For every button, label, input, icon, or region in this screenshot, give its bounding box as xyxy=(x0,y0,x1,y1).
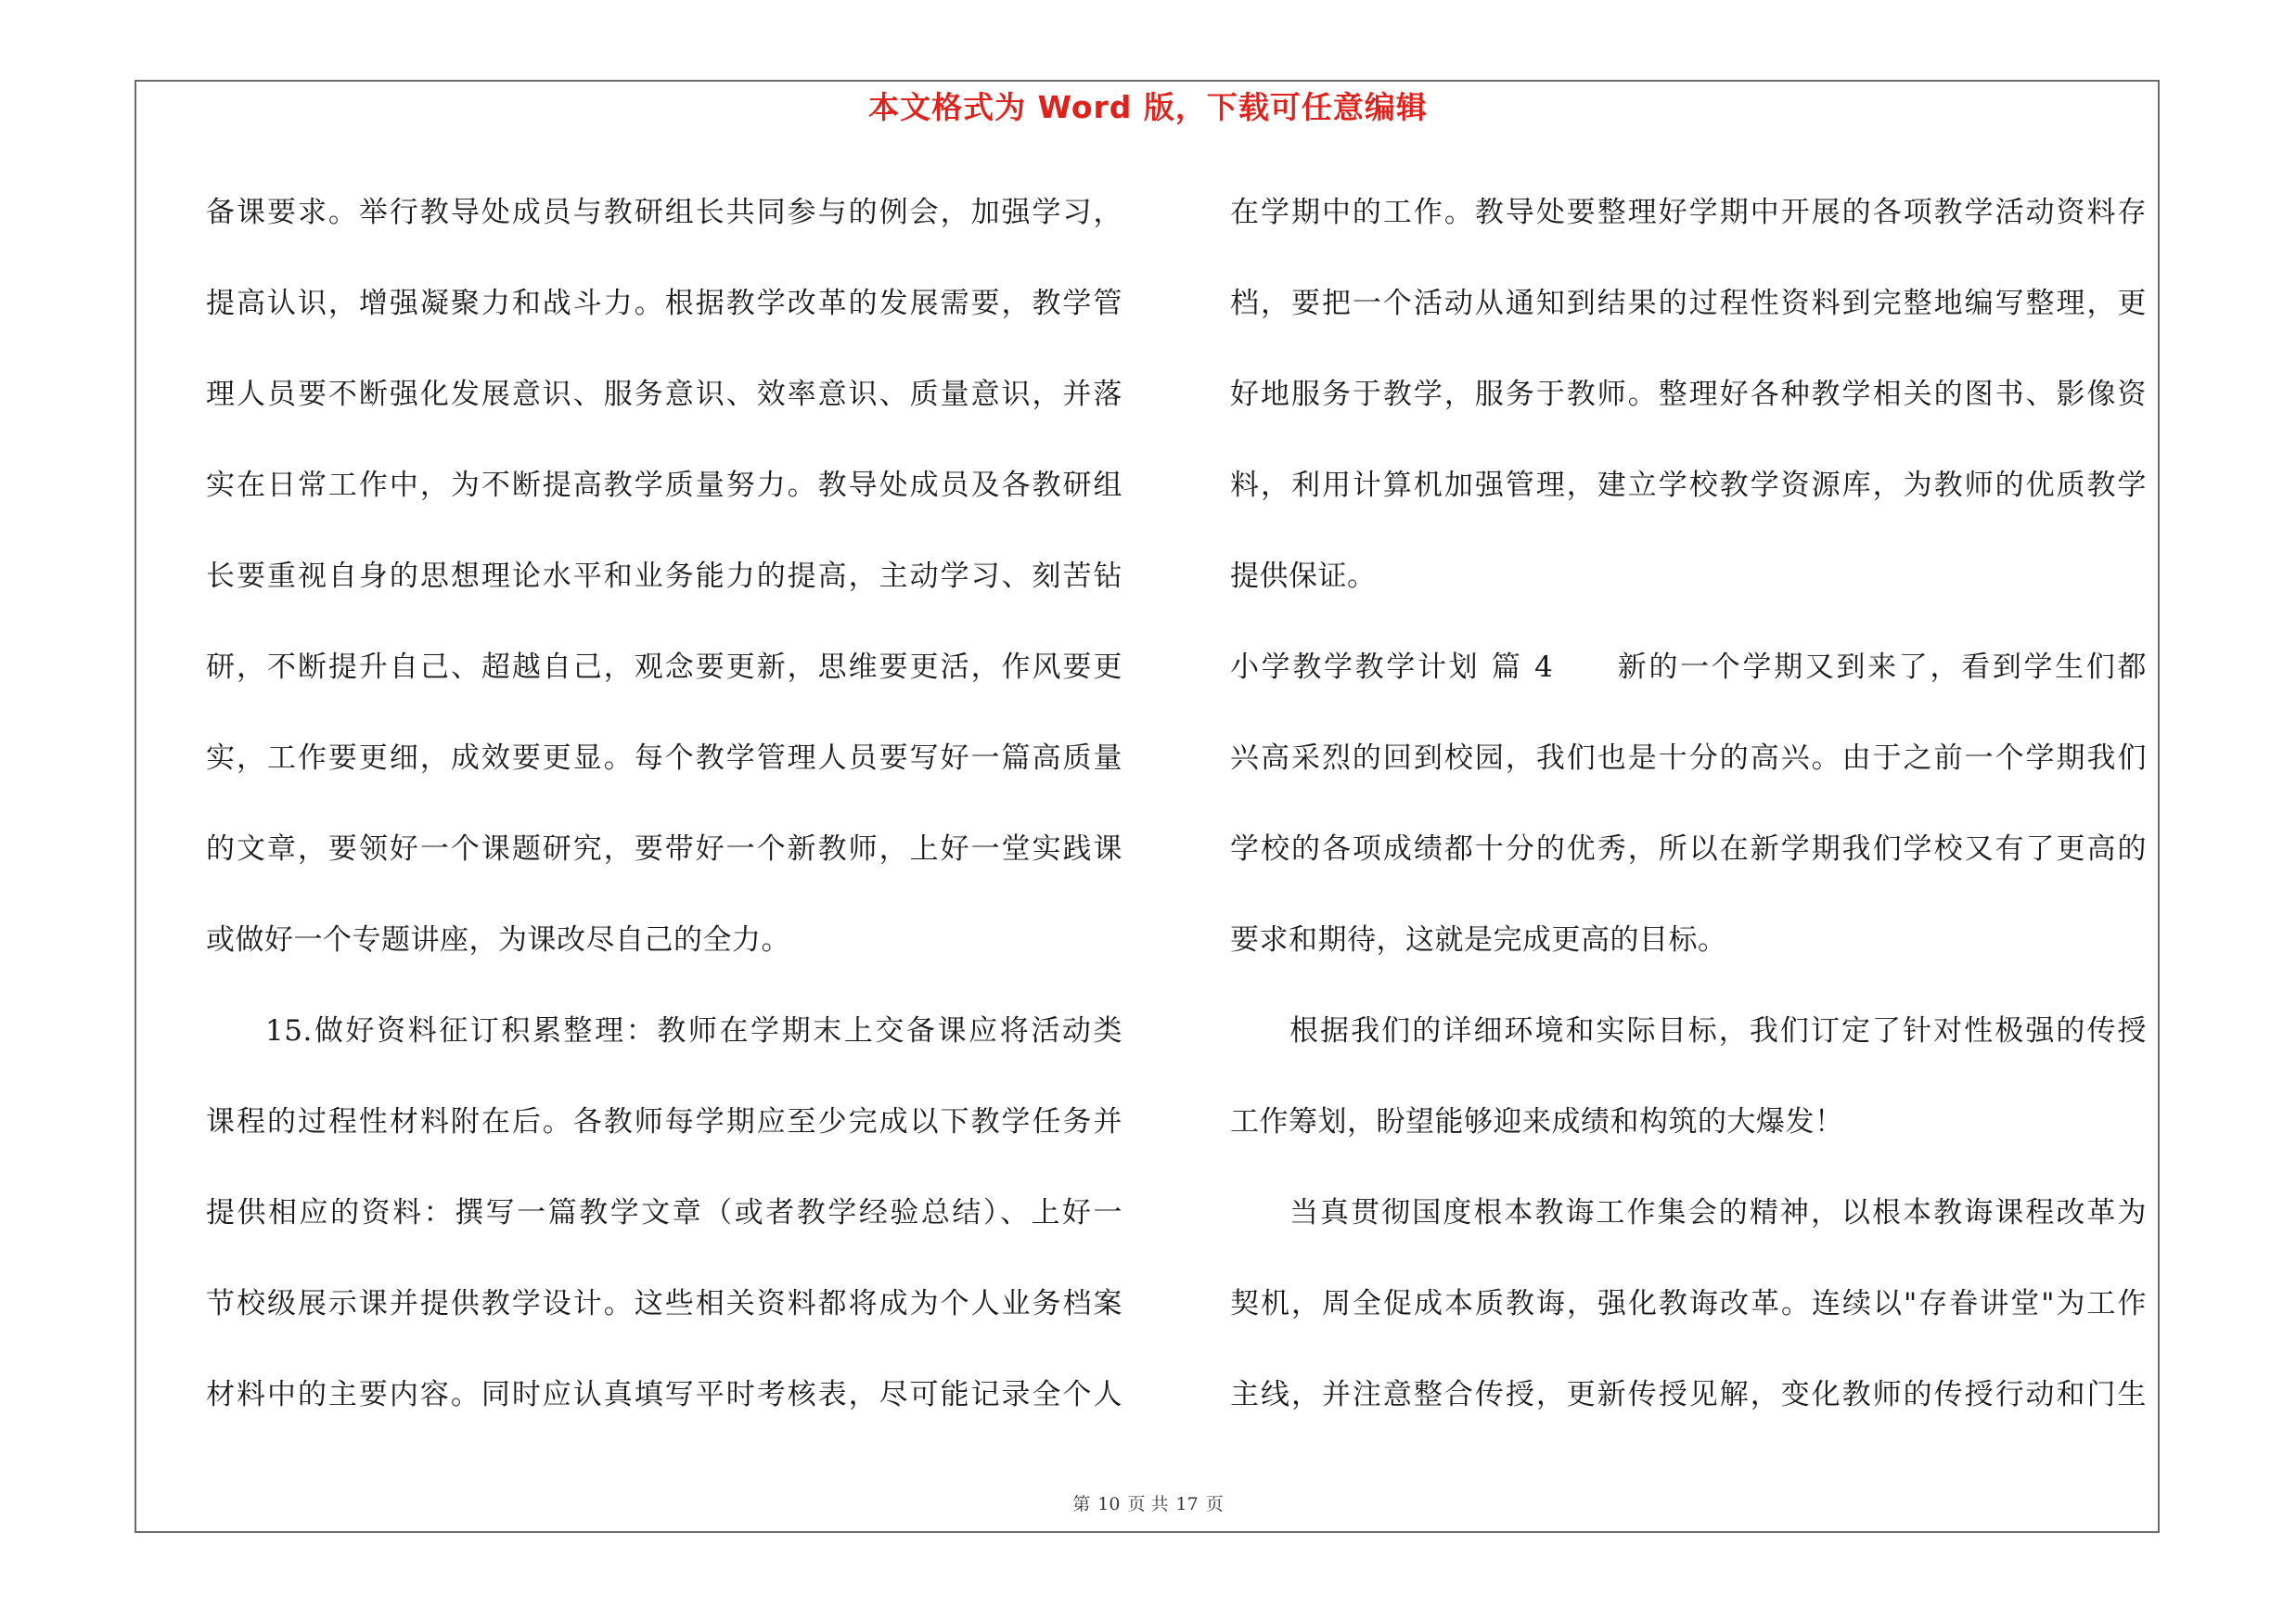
text-line: 契机，周全促成本质教诲，强化教诲改革。连续以"存眷讲堂"为工作 xyxy=(1230,1287,2147,1320)
text-line: 主线，并注意整合传授，更新传授见解，变化教师的传授行动和门生 xyxy=(1230,1378,2147,1411)
text-line: 工作筹划，盼望能够迎来成绩和构筑的大爆发！ xyxy=(1230,1105,1844,1139)
text-line: 研，不断提升自己、超越自己，观念要更新，思维要更活，作风要更 xyxy=(206,650,1122,684)
text-line: 兴高采烈的回到校园，我们也是十分的高兴。由于之前一个学期我们 xyxy=(1230,741,2147,775)
total-page-number: 17 xyxy=(1175,1494,1199,1514)
text-line: 提供保证。 xyxy=(1230,560,1377,593)
text-line: 的文章，要领好一个课题研究，要带好一个新教师，上好一堂实践课 xyxy=(206,832,1122,866)
right-text-column xyxy=(1230,182,2147,1455)
text-line: 料，利用计算机加强管理，建立学校教学资源库，为教师的优质教学 xyxy=(1230,469,2147,502)
text-line: 好地服务于教学，服务于教师。整理好各种教学相关的图书、影像资 xyxy=(1230,378,2147,411)
text-line: 提供相应的资料：撰写一篇教学文章（或者教学经验总结）、上好一 xyxy=(206,1196,1122,1230)
text-line: 档，要把一个活动从通知到结果的过程性资料到完整地编写整理，更 xyxy=(1230,287,2147,320)
text-line: 在学期中的工作。教导处要整理好学期中开展的各项教学活动资料存 xyxy=(1230,196,2147,229)
left-text-column xyxy=(206,182,1122,1455)
page-prefix: 第 xyxy=(1072,1494,1091,1514)
current-page-number: 10 xyxy=(1097,1494,1121,1514)
page-number-footer xyxy=(0,1490,2296,1515)
text-line: 学校的各项成绩都十分的优秀，所以在新学期我们学校又有了更高的 xyxy=(1230,832,2147,866)
text-line: 理人员要不断强化发展意识、服务意识、效率意识、质量意识，并落 xyxy=(206,378,1122,411)
text-line: 当真贯彻国度根本教诲工作集会的精神，以根本教诲课程改革为 xyxy=(1289,1196,2147,1230)
text-line: 根据我们的详细环境和实际目标，我们订定了针对性极强的传授 xyxy=(1289,1014,2147,1048)
text-line: 长要重视自身的思想理论水平和业务能力的提高，主动学习、刻苦钻 xyxy=(206,560,1122,593)
text-line: 实在日常工作中，为不断提高教学质量努力。教导处成员及各教研组 xyxy=(206,469,1122,502)
text-line: 节校级展示课并提供教学设计。这些相关资料都将成为个人业务档案 xyxy=(206,1287,1122,1320)
section-heading-line: 小学教学教学计划 篇 4 新的一个学期又到来了，看到学生们都 xyxy=(1230,650,2147,684)
text-line: 实，工作要更细，成效要更显。每个教学管理人员要写好一篇高质量 xyxy=(206,741,1122,775)
text-line: 或做好一个专题讲座，为课改尽自己的全力。 xyxy=(206,923,790,957)
page-suffix: 页 xyxy=(1205,1494,1224,1514)
format-banner: 本文格式为 Word 版，下载可任意编辑 xyxy=(868,89,1428,125)
text-line: 15.做好资料征订积累整理：教师在学期末上交备课应将活动类 xyxy=(265,1014,1122,1048)
text-line: 备课要求。举行教导处成员与教研组长共同参与的例会，加强学习， xyxy=(206,196,1122,229)
text-line: 材料中的主要内容。同时应认真填写平时考核表，尽可能记录全个人 xyxy=(206,1378,1122,1411)
text-line: 要求和期待，这就是完成更高的目标。 xyxy=(1230,923,1727,957)
text-line: 提高认识，增强凝聚力和战斗力。根据教学改革的发展需要，教学管 xyxy=(206,287,1122,320)
text-line: 课程的过程性材料附在后。各教师每学期应至少完成以下教学任务并 xyxy=(206,1105,1122,1139)
page-middle-text: 页 共 xyxy=(1127,1494,1169,1514)
